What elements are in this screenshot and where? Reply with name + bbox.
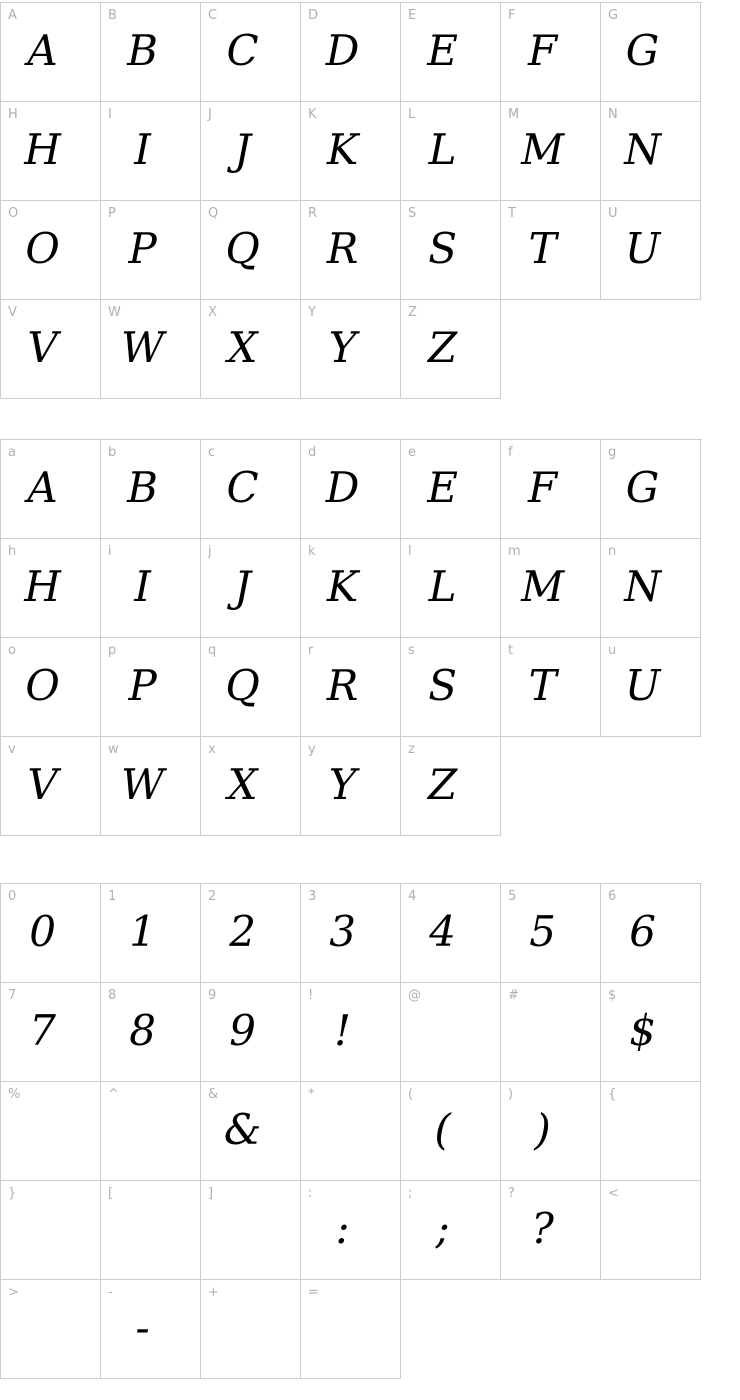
cell-label: X xyxy=(208,305,217,320)
cell-glyph: H xyxy=(24,125,61,174)
cell-glyph: P xyxy=(128,224,157,273)
char-cell-uppercase-r0c5 xyxy=(501,3,601,102)
cell-glyph: S xyxy=(428,661,457,710)
cell-label: ) xyxy=(508,1087,514,1102)
cell-glyph: V xyxy=(27,760,58,809)
cell-glyph: G xyxy=(625,463,660,512)
cell-label: : xyxy=(308,1186,313,1201)
cell-label: w xyxy=(108,742,119,757)
cell-label: O xyxy=(8,206,19,221)
cell-label: C xyxy=(208,8,218,23)
cell-glyph: K xyxy=(326,125,359,174)
cell-glyph: ; xyxy=(435,1204,450,1253)
cell-label: b xyxy=(108,445,117,460)
cell-label: 4 xyxy=(408,889,417,904)
char-cell-digits-and-symbols-r0c0 xyxy=(1,884,101,983)
cell-label: ] xyxy=(208,1186,214,1201)
cell-glyph: Z xyxy=(427,323,458,372)
cell-label: z xyxy=(408,742,415,757)
char-cell-digits-and-symbols-r0c6 xyxy=(601,884,701,983)
char-cell-lowercase-r2c1 xyxy=(101,638,201,737)
cell-label: G xyxy=(608,8,619,23)
cell-label: v xyxy=(8,742,16,757)
cell-glyph: I xyxy=(134,562,151,611)
char-cell-digits-and-symbols-r0c5 xyxy=(501,884,601,983)
cell-label: r xyxy=(308,643,314,658)
char-cell-digits-and-symbols-r2c4 xyxy=(401,1082,501,1181)
cell-glyph: Y xyxy=(328,323,357,372)
cell-label: i xyxy=(108,544,112,559)
char-cell-digits-and-symbols-r3c4 xyxy=(401,1181,501,1280)
char-cell-lowercase-r2c2 xyxy=(201,638,301,737)
cell-glyph: W xyxy=(120,323,165,372)
char-cell-digits-and-symbols-r1c1 xyxy=(101,983,201,1082)
char-cell-lowercase-r2c4 xyxy=(401,638,501,737)
cell-label: o xyxy=(8,643,16,658)
cell-glyph: F xyxy=(528,463,558,512)
cell-glyph: N xyxy=(624,125,661,174)
char-cell-lowercase-r0c2 xyxy=(201,440,301,539)
cell-label: U xyxy=(608,206,618,221)
char-cell-digits-and-symbols-r0c2 xyxy=(201,884,301,983)
cell-glyph: $ xyxy=(629,1006,656,1055)
char-cell-uppercase-r2c1 xyxy=(101,201,201,300)
cell-glyph: V xyxy=(27,323,58,372)
cell-glyph: D xyxy=(325,26,360,75)
char-cell-lowercase-r2c5 xyxy=(501,638,601,737)
char-cell-uppercase-r2c5 xyxy=(501,201,601,300)
cell-glyph: D xyxy=(325,463,360,512)
char-cell-uppercase-r2c4 xyxy=(401,201,501,300)
cell-glyph: N xyxy=(624,562,661,611)
cell-label: a xyxy=(8,445,16,460)
cell-label: [ xyxy=(108,1186,114,1201)
cell-glyph: 7 xyxy=(29,1006,56,1055)
cell-glyph: C xyxy=(226,26,259,75)
char-cell-lowercase-r2c0 xyxy=(1,638,101,737)
char-cell-lowercase-r1c0 xyxy=(1,539,101,638)
char-cell-digits-and-symbols-r1c4 xyxy=(401,983,501,1082)
char-cell-uppercase-r1c3 xyxy=(301,102,401,201)
char-cell-lowercase-r3c3 xyxy=(301,737,401,836)
char-cell-lowercase-r3c1 xyxy=(101,737,201,836)
cell-glyph: C xyxy=(226,463,259,512)
char-cell-digits-and-symbols-r4c3 xyxy=(301,1280,401,1379)
char-cell-lowercase-r0c0 xyxy=(1,440,101,539)
char-cell-digits-and-symbols-r3c0 xyxy=(1,1181,101,1280)
char-cell-lowercase-r1c3 xyxy=(301,539,401,638)
cell-glyph: 3 xyxy=(329,907,356,956)
cell-label: ( xyxy=(408,1087,414,1102)
char-cell-uppercase-r3c0 xyxy=(1,300,101,399)
char-cell-digits-and-symbols-r0c3 xyxy=(301,884,401,983)
char-cell-lowercase-r1c6 xyxy=(601,539,701,638)
cell-label: p xyxy=(108,643,117,658)
char-cell-uppercase-r1c2 xyxy=(201,102,301,201)
cell-glyph: J xyxy=(234,125,251,174)
cell-glyph: Q xyxy=(225,661,260,710)
cell-label: R xyxy=(308,206,318,221)
cell-label: k xyxy=(308,544,316,559)
cell-label: Q xyxy=(208,206,219,221)
cell-label: 9 xyxy=(208,988,217,1003)
char-cell-lowercase-r0c4 xyxy=(401,440,501,539)
char-cell-uppercase-r3c2 xyxy=(201,300,301,399)
cell-label: j xyxy=(208,544,212,559)
cell-glyph: B xyxy=(127,26,159,75)
char-cell-digits-and-symbols-r2c2 xyxy=(201,1082,301,1181)
char-cell-lowercase-r0c5 xyxy=(501,440,601,539)
cell-label: J xyxy=(208,107,212,122)
char-cell-lowercase-r0c1 xyxy=(101,440,201,539)
cell-label: = xyxy=(308,1285,319,1300)
char-cell-digits-and-symbols-r4c0 xyxy=(1,1280,101,1379)
cell-label: W xyxy=(108,305,121,320)
cell-glyph: Y xyxy=(328,760,357,809)
cell-label: + xyxy=(208,1285,219,1300)
cell-glyph: E xyxy=(427,26,458,75)
char-cell-digits-and-symbols-r3c2 xyxy=(201,1181,301,1280)
cell-label: l xyxy=(408,544,412,559)
char-cell-lowercase-r0c6 xyxy=(601,440,701,539)
char-cell-uppercase-r2c2 xyxy=(201,201,301,300)
cell-glyph: ( xyxy=(434,1105,451,1154)
cell-glyph: U xyxy=(624,224,661,273)
cell-glyph: S xyxy=(428,224,457,273)
char-cell-digits-and-symbols-r2c5 xyxy=(501,1082,601,1181)
cell-glyph: H xyxy=(24,562,61,611)
cell-label: & xyxy=(208,1087,219,1102)
cell-label: t xyxy=(508,643,514,658)
cell-label: ? xyxy=(508,1186,515,1201)
char-cell-uppercase-r0c1 xyxy=(101,3,201,102)
cell-label: # xyxy=(508,988,519,1003)
char-cell-digits-and-symbols-r3c1 xyxy=(101,1181,201,1280)
cell-glyph: T xyxy=(528,224,557,273)
cell-label: 2 xyxy=(208,889,217,904)
cell-glyph: K xyxy=(326,562,359,611)
cell-label: } xyxy=(8,1186,17,1201)
cell-label: T xyxy=(508,206,516,221)
cell-glyph: M xyxy=(521,562,565,611)
char-cell-lowercase-r3c2 xyxy=(201,737,301,836)
char-cell-digits-and-symbols-r4c1 xyxy=(101,1280,201,1379)
char-cell-uppercase-r0c4 xyxy=(401,3,501,102)
char-cell-digits-and-symbols-r2c0 xyxy=(1,1082,101,1181)
char-cell-lowercase-r2c3 xyxy=(301,638,401,737)
cell-glyph: 4 xyxy=(429,907,456,956)
cell-glyph: J xyxy=(234,562,251,611)
cell-glyph: Z xyxy=(427,760,458,809)
cell-label: $ xyxy=(608,988,617,1003)
cell-label: x xyxy=(208,742,216,757)
cell-glyph: I xyxy=(134,125,151,174)
char-cell-lowercase-r3c4 xyxy=(401,737,501,836)
charmap-digits-symbols xyxy=(0,883,702,1379)
char-cell-uppercase-r1c1 xyxy=(101,102,201,201)
cell-label: ! xyxy=(308,988,314,1003)
cell-label: ^ xyxy=(108,1087,119,1102)
char-cell-digits-and-symbols-r3c3 xyxy=(301,1181,401,1280)
cell-label: Y xyxy=(308,305,316,320)
char-cell-uppercase-r0c0 xyxy=(1,3,101,102)
char-cell-lowercase-r3c0 xyxy=(1,737,101,836)
char-cell-digits-and-symbols-r1c0 xyxy=(1,983,101,1082)
char-cell-uppercase-r3c3 xyxy=(301,300,401,399)
cell-label: E xyxy=(408,8,417,23)
cell-glyph: 5 xyxy=(529,907,556,956)
cell-label: 0 xyxy=(8,889,17,904)
cell-glyph: P xyxy=(128,661,157,710)
cell-label: B xyxy=(108,8,117,23)
cell-label: s xyxy=(408,643,415,658)
cell-glyph: 2 xyxy=(229,907,256,956)
cell-label: V xyxy=(8,305,17,320)
char-cell-uppercase-r1c6 xyxy=(601,102,701,201)
char-cell-digits-and-symbols-r3c5 xyxy=(501,1181,601,1280)
cell-glyph: L xyxy=(428,125,457,174)
cell-glyph: : xyxy=(335,1204,350,1253)
charmap-uppercase xyxy=(0,2,702,399)
cell-label: H xyxy=(8,107,18,122)
char-cell-uppercase-r0c2 xyxy=(201,3,301,102)
cell-glyph: B xyxy=(127,463,159,512)
char-cell-lowercase-r0c3 xyxy=(301,440,401,539)
cell-label: A xyxy=(8,8,17,23)
char-cell-digits-and-symbols-r0c4 xyxy=(401,884,501,983)
cell-glyph: O xyxy=(25,224,60,273)
char-cell-digits-and-symbols-r3c6 xyxy=(601,1181,701,1280)
cell-label: 6 xyxy=(608,889,617,904)
cell-glyph: A xyxy=(27,463,58,512)
cell-label: - xyxy=(108,1285,113,1300)
cell-label: D xyxy=(308,8,319,23)
cell-label: { xyxy=(608,1087,617,1102)
char-cell-lowercase-r1c5 xyxy=(501,539,601,638)
cell-label: u xyxy=(608,643,617,658)
cell-label: e xyxy=(408,445,416,460)
cell-label: ; xyxy=(408,1186,413,1201)
cell-label: 5 xyxy=(508,889,517,904)
cell-glyph: R xyxy=(326,661,359,710)
char-cell-digits-and-symbols-r4c2 xyxy=(201,1280,301,1379)
cell-glyph: ! xyxy=(334,1006,352,1055)
char-cell-uppercase-r0c3 xyxy=(301,3,401,102)
cell-label: f xyxy=(508,445,513,460)
cell-glyph: O xyxy=(25,661,60,710)
cell-glyph: 6 xyxy=(629,907,656,956)
charmap-lowercase xyxy=(0,439,702,836)
char-cell-uppercase-r2c0 xyxy=(1,201,101,300)
char-cell-lowercase-r1c4 xyxy=(401,539,501,638)
cell-glyph: G xyxy=(625,26,660,75)
cell-label: L xyxy=(408,107,416,122)
cell-glyph: T xyxy=(528,661,557,710)
cell-glyph: 9 xyxy=(229,1006,256,1055)
cell-label: > xyxy=(8,1285,19,1300)
cell-glyph: A xyxy=(27,26,58,75)
cell-label: % xyxy=(8,1087,21,1102)
cell-label: 3 xyxy=(308,889,317,904)
char-cell-digits-and-symbols-r2c6 xyxy=(601,1082,701,1181)
cell-label: 1 xyxy=(108,889,117,904)
char-cell-lowercase-r1c2 xyxy=(201,539,301,638)
cell-label: I xyxy=(108,107,112,122)
cell-glyph: X xyxy=(227,760,258,809)
cell-glyph: L xyxy=(428,562,457,611)
cell-label: 7 xyxy=(8,988,17,1003)
cell-glyph: E xyxy=(427,463,458,512)
char-cell-uppercase-r3c4 xyxy=(401,300,501,399)
cell-label: q xyxy=(208,643,217,658)
cell-label: c xyxy=(208,445,216,460)
char-cell-uppercase-r2c6 xyxy=(601,201,701,300)
cell-glyph: ? xyxy=(531,1204,554,1253)
char-cell-digits-and-symbols-r2c1 xyxy=(101,1082,201,1181)
char-cell-digits-and-symbols-r1c5 xyxy=(501,983,601,1082)
cell-glyph: & xyxy=(223,1105,262,1154)
cell-label: * xyxy=(308,1087,315,1102)
char-cell-digits-and-symbols-r1c3 xyxy=(301,983,401,1082)
char-cell-digits-and-symbols-r2c3 xyxy=(301,1082,401,1181)
cell-glyph: 1 xyxy=(129,907,156,956)
cell-label: P xyxy=(108,206,116,221)
cell-glyph: R xyxy=(326,224,359,273)
cell-glyph: ) xyxy=(534,1105,551,1154)
cell-label: N xyxy=(608,107,618,122)
char-cell-uppercase-r3c1 xyxy=(101,300,201,399)
cell-label: S xyxy=(408,206,417,221)
char-cell-digits-and-symbols-r1c6 xyxy=(601,983,701,1082)
char-cell-lowercase-r1c1 xyxy=(101,539,201,638)
char-cell-digits-and-symbols-r1c2 xyxy=(201,983,301,1082)
cell-glyph: 0 xyxy=(29,907,56,956)
cell-label: K xyxy=(308,107,317,122)
cell-label: < xyxy=(608,1186,619,1201)
cell-glyph: - xyxy=(135,1303,150,1352)
cell-label: Z xyxy=(408,305,417,320)
char-cell-uppercase-r2c3 xyxy=(301,201,401,300)
cell-label: 8 xyxy=(108,988,117,1003)
cell-label: y xyxy=(308,742,316,757)
cell-glyph: X xyxy=(227,323,258,372)
cell-glyph: U xyxy=(624,661,661,710)
char-cell-uppercase-r0c6 xyxy=(601,3,701,102)
cell-glyph: F xyxy=(528,26,558,75)
char-cell-digits-and-symbols-r0c1 xyxy=(101,884,201,983)
cell-glyph: M xyxy=(521,125,565,174)
char-cell-uppercase-r1c5 xyxy=(501,102,601,201)
cell-label: h xyxy=(8,544,17,559)
char-cell-lowercase-r2c6 xyxy=(601,638,701,737)
char-cell-uppercase-r1c0 xyxy=(1,102,101,201)
cell-label: g xyxy=(608,445,617,460)
cell-label: F xyxy=(508,8,516,23)
cell-glyph: Q xyxy=(225,224,260,273)
cell-label: d xyxy=(308,445,317,460)
cell-label: @ xyxy=(408,988,421,1003)
cell-label: n xyxy=(608,544,617,559)
char-cell-uppercase-r1c4 xyxy=(401,102,501,201)
cell-label: m xyxy=(508,544,521,559)
cell-glyph: W xyxy=(120,760,165,809)
cell-glyph: 8 xyxy=(129,1006,156,1055)
cell-label: M xyxy=(508,107,520,122)
